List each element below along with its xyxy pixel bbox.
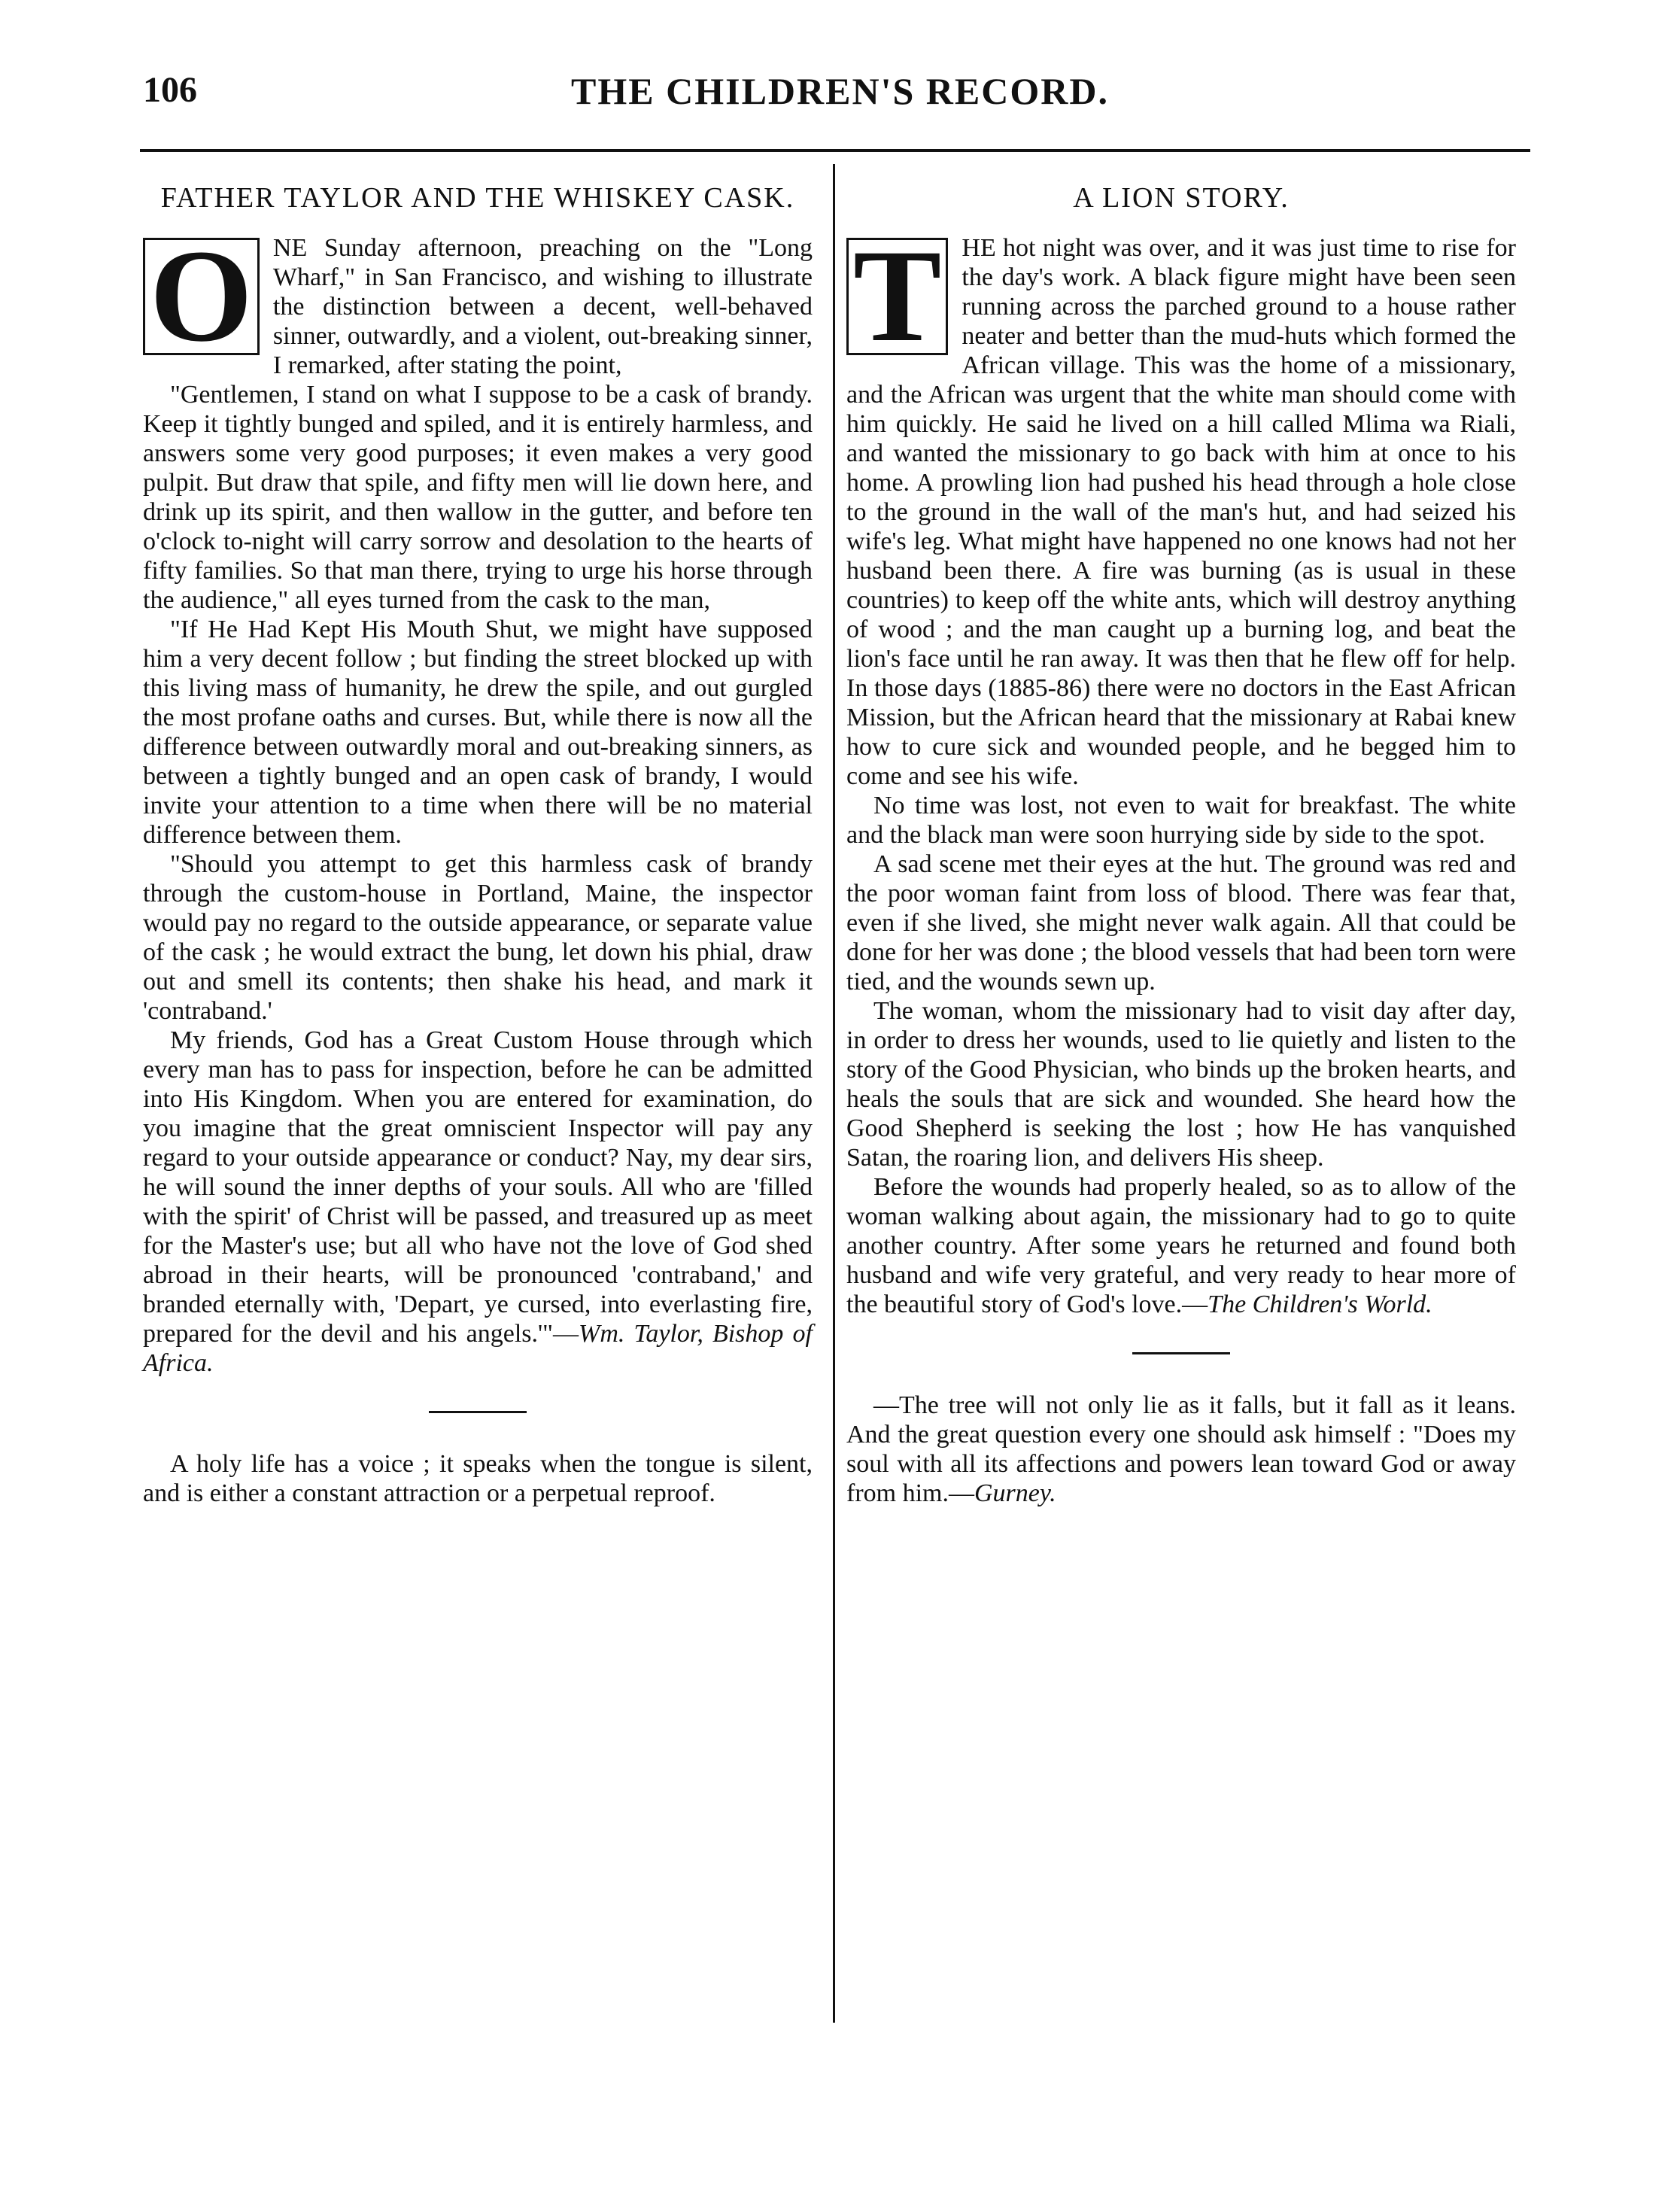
paragraph-text: Before the wounds had properly healed, so as to allow of the woman walking about again, the missionary had to go to quite another country. After some years he returned and found both husband and wife very grateful, and very ready to hear more of the beautiful story of God's love.— [846, 1173, 1516, 1318]
paragraph: No time was lost, not even to wait for breakfast. The white and the black man were soon hurrying side by side to the spot. [846, 792, 1516, 849]
paragraph: "Should you attempt to get this harmless cask of brandy through the custom-house in Portland, Maine, the inspector would pay no regard to the outside appearance, or separate value of the cask ; he would extract the bung, let down his phial, draw out and smell its contents; then shake his head, and mark it 'contraband.' [143, 850, 813, 1025]
separator-rule [1132, 1352, 1230, 1354]
paragraph: "If He Had Kept His Mouth Shut, we might have supposed him a very decent follow ; but finding the street blocked up with this living mass of humanity, he drew the spile, and out gurgled the most profane oaths and curses. But, while there is now all the difference between outwardly moral and out-breaking sinners, as between a tightly bunged and an open cask of brandy, I would invite your attention to a time when there will be no material difference between them. [143, 616, 813, 849]
closing-note-text: —The tree will not only lie as it falls, but it fall as it leans. And the great question every one should ask himself : "Does my soul with all its affections and powers lean toward God or away from him.— [846, 1391, 1516, 1507]
drop-cap: O [143, 238, 260, 355]
header-rule [140, 149, 1530, 152]
separator-rule [429, 1411, 527, 1413]
paragraph [846, 223, 1516, 791]
journal-title: THE CHILDREN'S RECORD. [571, 70, 1109, 112]
paragraph [143, 1026, 813, 1378]
right-column [846, 173, 1516, 1508]
article-title-lion-story: A LION STORY. [1073, 182, 1290, 214]
paragraph-text: My friends, God has a Great Custom House through which every man has to pass for inspection, before he can be admitted into His Kingdom. When you are entered for examination, do you imagine that the great omniscient Inspector will pay any regard to your outside appearance or conduct? Nay, my dear sirs, he will sound the inner depths of your souls. All who are 'filled with the spirit' of Christ will be passed, and treasured up as meet for the Master's use; but all who have not the love of God shed abroad in their hearts, will be pronounced 'contraband,' and branded eternally with, 'Depart, ye cursed, into everlasting fire, prepared for the devil and his angels.'"— [143, 1026, 813, 1348]
paragraph-text: HE hot night was over, and it was just time to rise for the day's work. A black figure might have been seen running across the parched ground to a house rather neater and better than the mud-huts which formed the African village. This was the home of a missionary, and the African was urgent that the white man should come with him quickly. He said he lived on a hill called Mlima wa Riali, and wanted the missionary to go back with him at once to his home. A prowling lion had pushed his head through a hole close to the ground in the wall of the man's hut, and had seized his wife's leg. What might have happened no one knows had not her husband been there. A fire was burning (as is usual in these countries) to keep off the white ants, which will destroy anything of wood ; and the man caught up a burning log, and beat the lion's face until he ran away. It was then that he flew off for help. In those days (1885-86) there were no doctors in the East African Mission, but the African heard that the missionary at Rabai knew how to cure sick and wounded people, and he begged him to come and see his wife. [846, 234, 1516, 790]
attribution: The Children's World. [1208, 1291, 1432, 1318]
column-divider [833, 164, 835, 2023]
paragraph-text: NE Sunday afternoon, preaching on the "Long Wharf," in San Francisco, and wishing to illustrate the distinction between a decent, well-behaved sinner, outwardly, and a violent, out-breaking sinner, I remarked, after stating the point, [272, 234, 813, 379]
page-number: 106 [143, 70, 197, 110]
paragraph [143, 223, 813, 380]
article-title-whiskey-cask: FATHER TAYLOR AND THE WHISKEY CASK. [160, 182, 795, 214]
left-column [143, 173, 813, 1508]
paragraph: "Gentlemen, I stand on what I suppose to be a cask of brandy. Keep it tightly bunged and spiled, and it is entirely harmless, and answers some very good purposes; it even makes a very good pulpit. But draw that spile, and fifty men will lie down here, and drink up its spirit, and then wallow in the gutter, and before ten o'clock to-night will carry sorrow and desolation to the hearts of fifty families. So that man there, trying to urge his horse through the audience," all eyes turned from the cask to the man, [143, 381, 813, 614]
closing-note-attribution: Gurney. [974, 1479, 1056, 1507]
page-header [0, 69, 1680, 122]
paragraph: The woman, whom the missionary had to visit day after day, in order to dress her wounds, used to lie quietly and listen to the story of the Good Physician, who binds up the broken hearts, and heals the souls that are sick and wounded. She heard how the Good Shepherd is seeking the lost ; how He has vanquished Satan, the roaring lion, and delivers His sheep. [846, 997, 1516, 1172]
closing-note [846, 1391, 1516, 1508]
paragraph: A sad scene met their eyes at the hut. The ground was red and the poor woman faint from loss of blood. There was fear that, even if she lived, she might never walk again. All that could be done for her was done ; the blood vessels that had been torn were tied, and the wounds sewn up. [846, 850, 1516, 996]
drop-cap: T [846, 238, 948, 355]
closing-note: A holy life has a voice ; it speaks when the tongue is silent, and is either a constant attraction or a perpetual reproof. [143, 1450, 813, 1507]
paragraph [846, 1172, 1516, 1319]
attribution: Wm. Taylor, Bishop of Africa. [143, 1320, 813, 1377]
